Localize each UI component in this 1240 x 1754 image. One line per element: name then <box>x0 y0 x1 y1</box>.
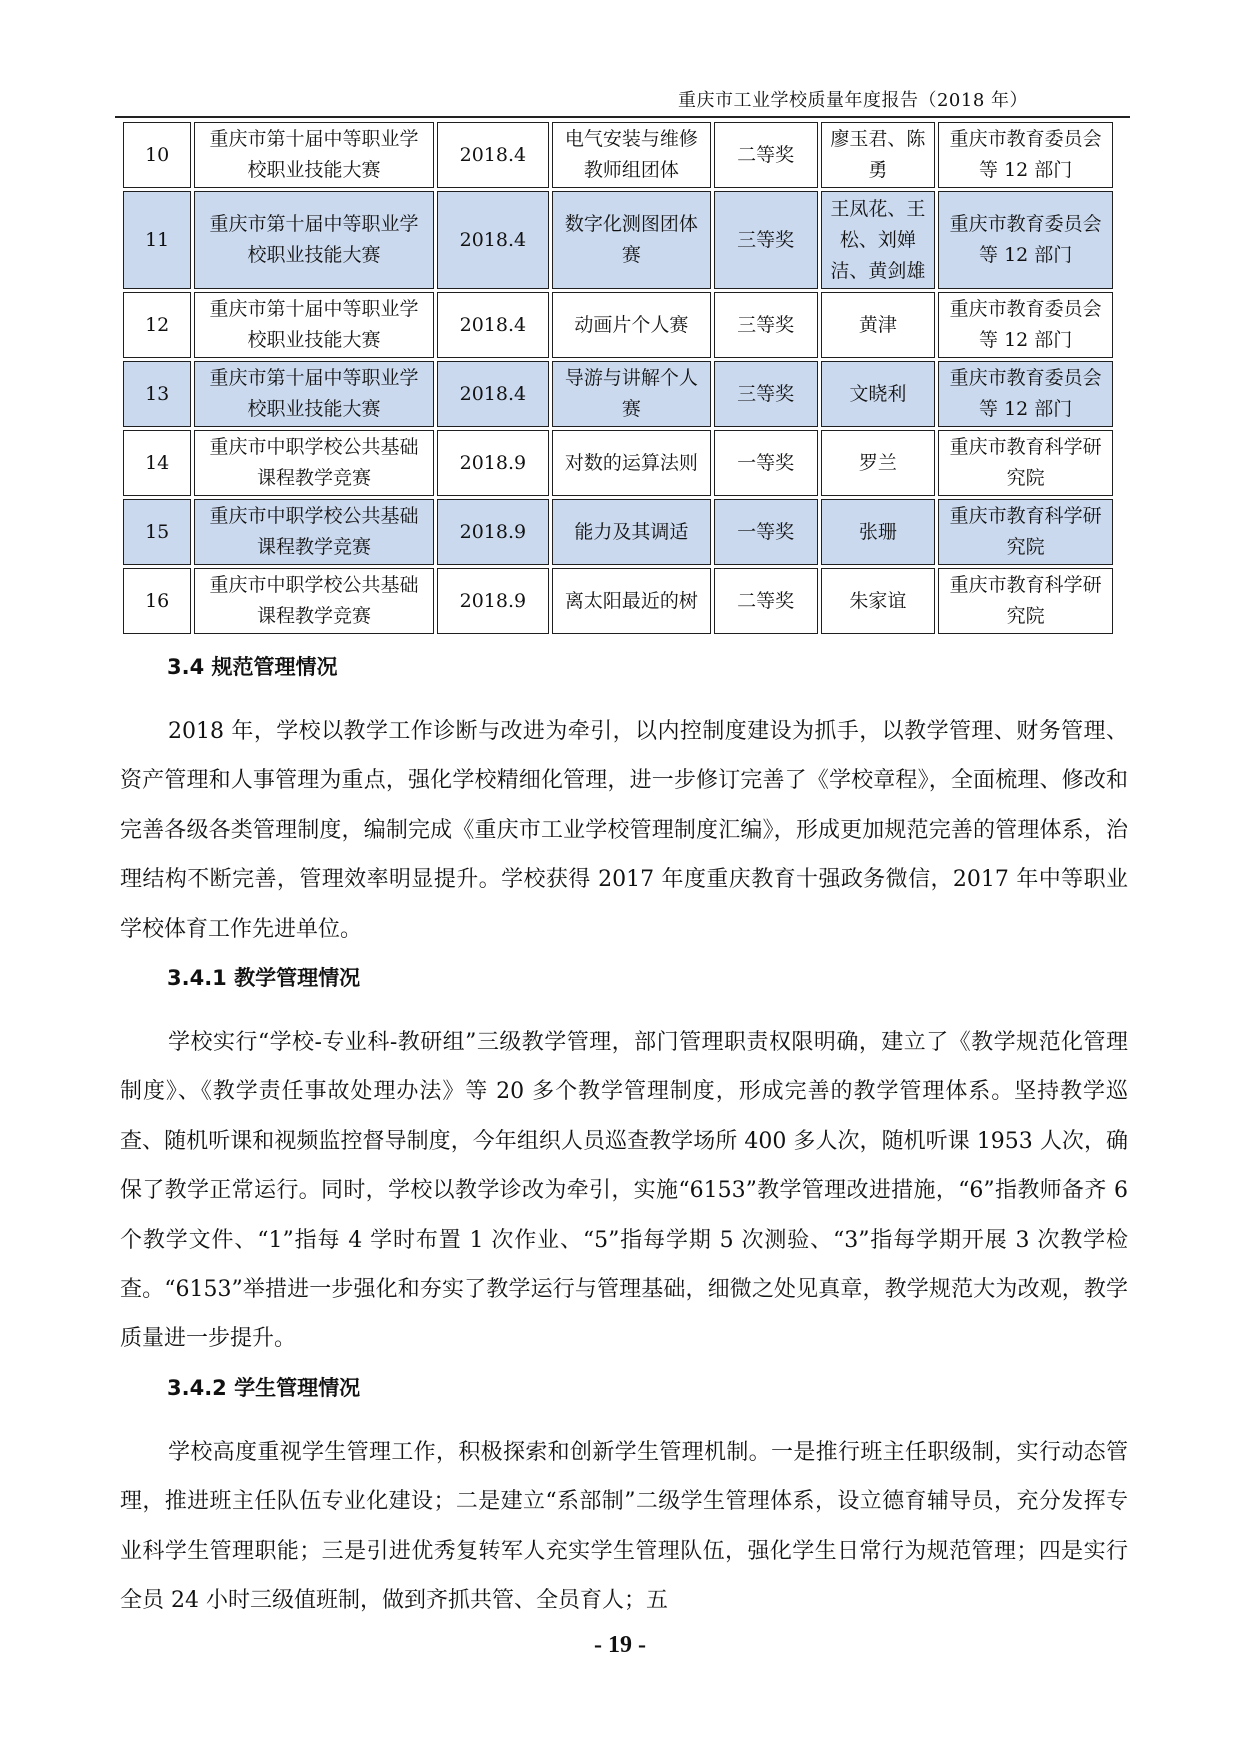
cell-organizer: 重庆市教育科学研究院 <box>938 430 1113 496</box>
cell-no: 16 <box>123 568 191 634</box>
cell-no: 15 <box>123 499 191 565</box>
awards-table <box>120 119 1116 637</box>
cell-competition: 重庆市第十届中等职业学校职业技能大赛 <box>194 292 433 358</box>
awards-table-body <box>123 122 1113 634</box>
cell-event: 数字化测图团体赛 <box>552 191 711 289</box>
cell-award: 二等奖 <box>714 568 818 634</box>
section-heading-3-4-2: 3.4.2 学生管理情况 <box>167 1376 361 1400</box>
table-row <box>123 568 1113 634</box>
cell-competition: 重庆市第十届中等职业学校职业技能大赛 <box>194 361 433 427</box>
header-title: 重庆市工业学校质量年度报告（2018 年） <box>677 90 1028 111</box>
cell-event: 导游与讲解个人赛 <box>552 361 711 427</box>
cell-date: 2018.9 <box>437 499 549 565</box>
cell-award: 三等奖 <box>714 292 818 358</box>
cell-no: 11 <box>123 191 191 289</box>
cell-winner: 黄津 <box>821 292 936 358</box>
cell-date: 2018.9 <box>437 568 549 634</box>
cell-no: 13 <box>123 361 191 427</box>
cell-no: 10 <box>123 122 191 188</box>
paragraph-3-4-1: 学校实行“学校-专业科-教研组”三级教学管理，部门管理职责权限明确，建立了《教学规范化管理制度》、《教学责任事故处理办法》等 20 多个教学管理制度，形成完善的教学管理体系。坚持教学巡查、随机听课和视频监控督导制度，今年组织人员巡查教学场所 400 多人次，随机听课 1953 人次，确保了教学正常运行。同时，学校以教学诊改为牵引，实施“6153”教学管理改进措施，“6”指教师备齐 6 个教学文件、“1”指每 4 学时布置 1 次作业、“5”指每学期 5 次测验、“3”指每学期开展 3 次教学检查。“6153”举措进一步强化和夯实了教学运行与管理基础，细微之处见真章，教学规范大为改观，教学质量进一步提升。 <box>120 1030 1128 1352</box>
cell-winner: 张珊 <box>821 499 936 565</box>
cell-award: 三等奖 <box>714 361 818 427</box>
cell-event: 电气安装与维修教师组团体 <box>552 122 711 188</box>
cell-organizer: 重庆市教育委员会等 12 部门 <box>938 361 1113 427</box>
table-row <box>123 430 1113 496</box>
paragraph-3-4: 2018 年，学校以教学工作诊断与改进为牵引，以内控制度建设为抓手，以教学管理、财务管理、资产管理和人事管理为重点，强化学校精细化管理，进一步修订完善了《学校章程》，全面梳理、修改和完善各级各类管理制度，编制完成《重庆市工业学校管理制度汇编》，形成更加规范完善的管理体系，治理结构不断完善，管理效率明显提升。学校获得 2017 年度重庆教育十强政务微信，2017 年中等职业学校体育工作先进单位。 <box>120 719 1128 942</box>
cell-no: 14 <box>123 430 191 496</box>
table-row <box>123 191 1113 289</box>
table-row <box>123 122 1113 188</box>
cell-competition: 重庆市第十届中等职业学校职业技能大赛 <box>194 122 433 188</box>
section-heading-3-4: 3.4 规范管理情况 <box>167 655 338 679</box>
cell-date: 2018.4 <box>437 191 549 289</box>
paragraph-3-4-2: 学校高度重视学生管理工作，积极探索和创新学生管理机制。一是推行班主任职级制，实行动态管理，推进班主任队伍专业化建设；二是建立“系部制”二级学生管理体系，设立德育辅导员，充分发挥专业科学生管理职能；三是引进优秀复转军人充实学生管理队伍，强化学生日常行为规范管理；四是实行全员 24 小时三级值班制，做到齐抓共管、全员育人；五 <box>120 1440 1128 1614</box>
cell-winner: 文晓利 <box>821 361 936 427</box>
cell-no: 12 <box>123 292 191 358</box>
cell-competition: 重庆市第十届中等职业学校职业技能大赛 <box>194 191 433 289</box>
cell-event: 动画片个人赛 <box>552 292 711 358</box>
cell-competition: 重庆市中职学校公共基础课程教学竞赛 <box>194 568 433 634</box>
cell-date: 2018.4 <box>437 122 549 188</box>
cell-winner: 王凤花、王松、刘婵洁、黄剑雄 <box>821 191 936 289</box>
cell-date: 2018.4 <box>437 361 549 427</box>
page-header <box>115 82 1130 118</box>
cell-organizer: 重庆市教育科学研究院 <box>938 499 1113 565</box>
cell-organizer: 重庆市教育科学研究院 <box>938 568 1113 634</box>
cell-winner: 朱家谊 <box>821 568 936 634</box>
cell-winner: 廖玉君、陈勇 <box>821 122 936 188</box>
cell-event: 能力及其调适 <box>552 499 711 565</box>
cell-date: 2018.9 <box>437 430 549 496</box>
cell-organizer: 重庆市教育委员会等 12 部门 <box>938 122 1113 188</box>
cell-date: 2018.4 <box>437 292 549 358</box>
table-row <box>123 292 1113 358</box>
cell-winner: 罗兰 <box>821 430 936 496</box>
table-row <box>123 499 1113 565</box>
cell-award: 一等奖 <box>714 430 818 496</box>
section-heading-3-4-1: 3.4.1 教学管理情况 <box>167 966 361 990</box>
cell-organizer: 重庆市教育委员会等 12 部门 <box>938 191 1113 289</box>
cell-award: 一等奖 <box>714 499 818 565</box>
cell-organizer: 重庆市教育委员会等 12 部门 <box>938 292 1113 358</box>
cell-award: 二等奖 <box>714 122 818 188</box>
page-number: - 19 - <box>594 1632 646 1658</box>
cell-competition: 重庆市中职学校公共基础课程教学竞赛 <box>194 499 433 565</box>
cell-event: 离太阳最近的树 <box>552 568 711 634</box>
table-row <box>123 361 1113 427</box>
cell-award: 三等奖 <box>714 191 818 289</box>
cell-competition: 重庆市中职学校公共基础课程教学竞赛 <box>194 430 433 496</box>
cell-event: 对数的运算法则 <box>552 430 711 496</box>
